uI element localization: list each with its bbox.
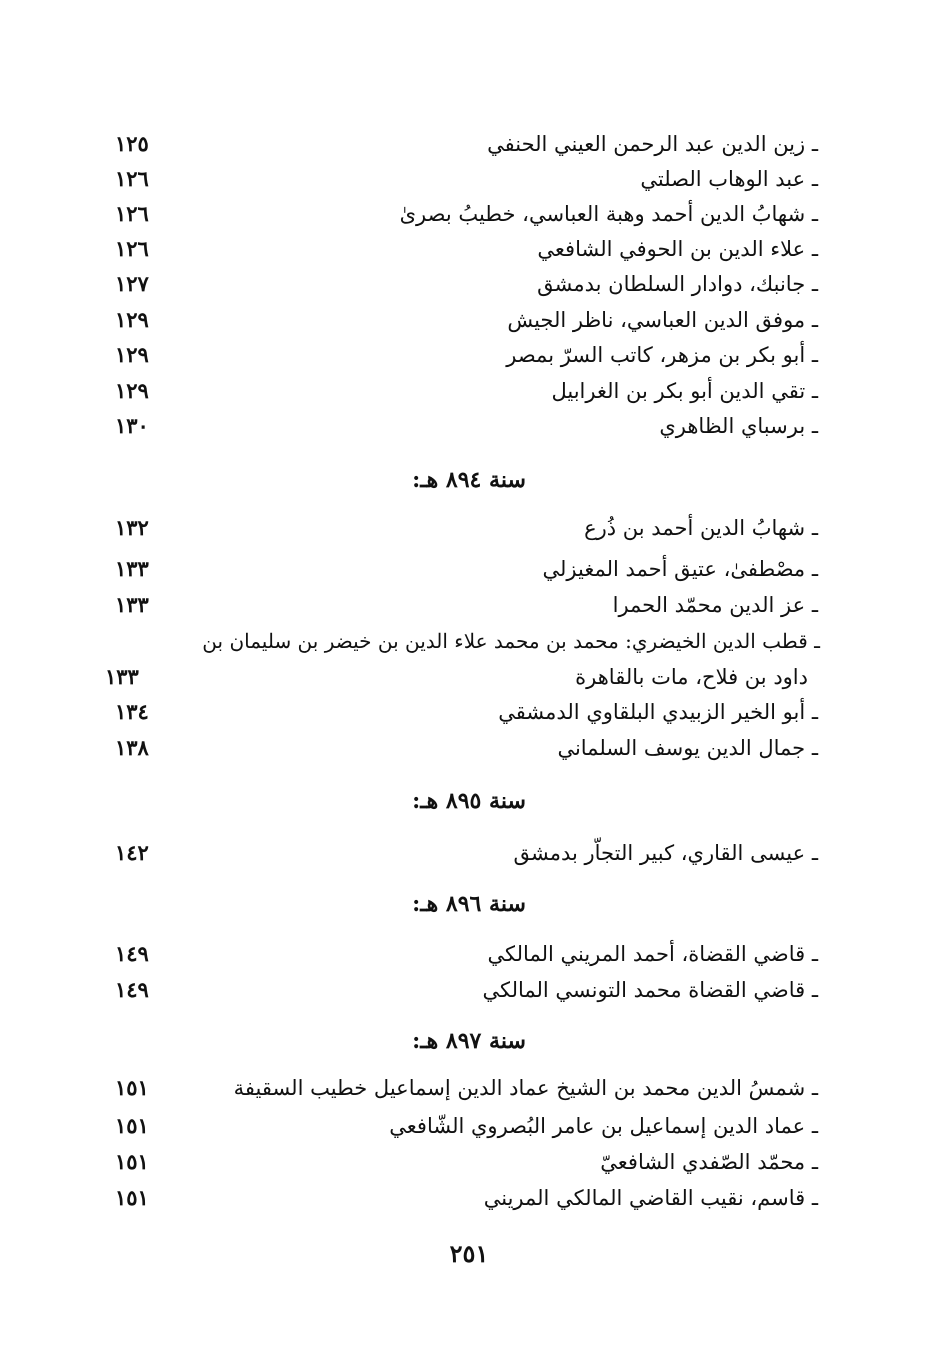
entry-page-number: ١٢٩ xyxy=(115,307,149,332)
entry-text: ـ مصْطفىٰ، عتيق أحمد المغيزلي xyxy=(542,557,818,581)
index-entry xyxy=(115,196,818,232)
entry-text: ـ برسباي الظاهري xyxy=(659,414,818,438)
entry-page-number: ١٢٩ xyxy=(115,378,149,403)
index-entry xyxy=(115,266,818,302)
entry-page-number: ١٢٧ xyxy=(115,271,149,296)
index-entry xyxy=(115,510,818,546)
year-heading: سنة ٨٩٧ هـ: xyxy=(412,1028,526,1054)
entry-text: ـ عماد الدين إسماعيل بن عامر البُصروي الشّافعي xyxy=(389,1114,818,1138)
entry-page-number: ١٣٨ xyxy=(115,735,149,760)
entry-text: ـ عز الدين محمّد الحمرا xyxy=(612,593,818,617)
entry-page-number: ١٢٥ xyxy=(115,131,149,156)
year-heading: سنة ٨٩٤ هـ: xyxy=(412,467,526,493)
index-entry xyxy=(115,694,818,730)
entry-text: ـ شهابُ الدين أحمد وهبة العباسي، خطيبُ بصرىٰ xyxy=(399,202,818,226)
index-entry xyxy=(115,231,818,267)
entry-text: ـ قطب الدين الخيضري: محمد بن محمد علاء الدين بن خيضر بن سليمان بن xyxy=(202,629,820,653)
index-entry xyxy=(115,730,818,766)
entry-page-number: ١٣٣ xyxy=(115,556,149,581)
index-entry xyxy=(115,337,818,373)
index-entry xyxy=(115,1108,818,1144)
entry-text: ـ قاضي القضاة محمد التونسي المالكي xyxy=(482,978,818,1002)
entry-page-number: ١٥١ xyxy=(115,1113,149,1138)
index-entry xyxy=(115,302,818,338)
entry-text: ـ تقي الدين أبو بكر بن الغرابيل xyxy=(551,379,818,403)
entry-page-number: ١٥١ xyxy=(115,1149,149,1174)
entry-text: ـ عبد الوهاب الصلتي xyxy=(640,167,818,191)
index-entry xyxy=(115,1180,818,1216)
entry-text: ـ قاسم، نقيب القاضي المالكي المريني xyxy=(483,1186,818,1210)
entry-page-number: ١٢٦ xyxy=(115,236,149,261)
index-entry xyxy=(115,126,818,162)
index-entry xyxy=(115,587,818,623)
entry-page-number: ١٤٩ xyxy=(115,977,149,1002)
entry-page-number: ١٣٢ xyxy=(115,515,149,540)
index-entry xyxy=(115,1144,818,1180)
entry-text: ـ محمّد الصّفدي الشافعيّ xyxy=(600,1150,818,1174)
index-entry xyxy=(115,972,818,1008)
entry-text: ـ شمسُ الدين محمد بن الشيخ عماد الدين إسماعيل خطيب السقيفة xyxy=(233,1076,818,1100)
entry-page-number: ١٢٦ xyxy=(115,166,149,191)
entry-text: ـ جانبك، دوادار السلطان بدمشق xyxy=(537,272,818,296)
entry-text: داود بن فلاح، مات بالقاهرة xyxy=(575,665,808,689)
index-entry xyxy=(115,835,818,871)
entry-text: ـ قاضي القضاة، أحمد المريني المالكي xyxy=(487,942,818,966)
index-entry-continuation xyxy=(105,659,808,695)
entry-page-number: ١٢٦ xyxy=(115,201,149,226)
index-entry xyxy=(115,936,818,972)
entry-page-number: ١٥١ xyxy=(115,1075,149,1100)
entry-text: ـ أبو الخير الزبيدي البلقاوي الدمشقي xyxy=(498,700,818,724)
index-entry xyxy=(115,1070,818,1106)
entry-page-number: ١٣٣ xyxy=(115,592,149,617)
page-number: ٢٥١ xyxy=(449,1239,489,1268)
index-entry xyxy=(115,551,818,587)
entry-page-number: ١٤٩ xyxy=(115,941,149,966)
entry-text: ـ عيسى القاري، كبير التجاّر بدمشق xyxy=(513,841,818,865)
entry-page-number: ١٣٠ xyxy=(115,413,149,438)
entry-page-number: ١٤٢ xyxy=(115,840,149,865)
index-entry xyxy=(115,408,818,444)
index-entry xyxy=(115,373,818,409)
entry-page-number: ١٥١ xyxy=(115,1185,149,1210)
entry-text: ـ موفق الدين العباسي، ناظر الجيش xyxy=(507,308,818,332)
entry-text: ـ زين الدين عبد الرحمن العيني الحنفي xyxy=(487,132,818,156)
entry-page-number: ١٣٣ xyxy=(105,664,139,689)
year-heading: سنة ٨٩٥ هـ: xyxy=(412,788,526,814)
index-entry xyxy=(115,161,818,197)
entry-page-number: ١٣٤ xyxy=(115,699,149,724)
index-entry xyxy=(120,623,820,659)
entry-text: ـ أبو بكر بن مزهر، كاتب السرّ بمصر xyxy=(506,343,818,367)
entry-text: ـ شهابُ الدين أحمد بن ذُرع xyxy=(584,516,818,540)
entry-text: ـ جمال الدين يوسف السلماني xyxy=(557,736,818,760)
entry-page-number: ١٢٩ xyxy=(115,342,149,367)
entry-text: ـ علاء الدين بن الحوفي الشافعي xyxy=(537,237,818,261)
year-heading: سنة ٨٩٦ هـ: xyxy=(412,891,526,917)
